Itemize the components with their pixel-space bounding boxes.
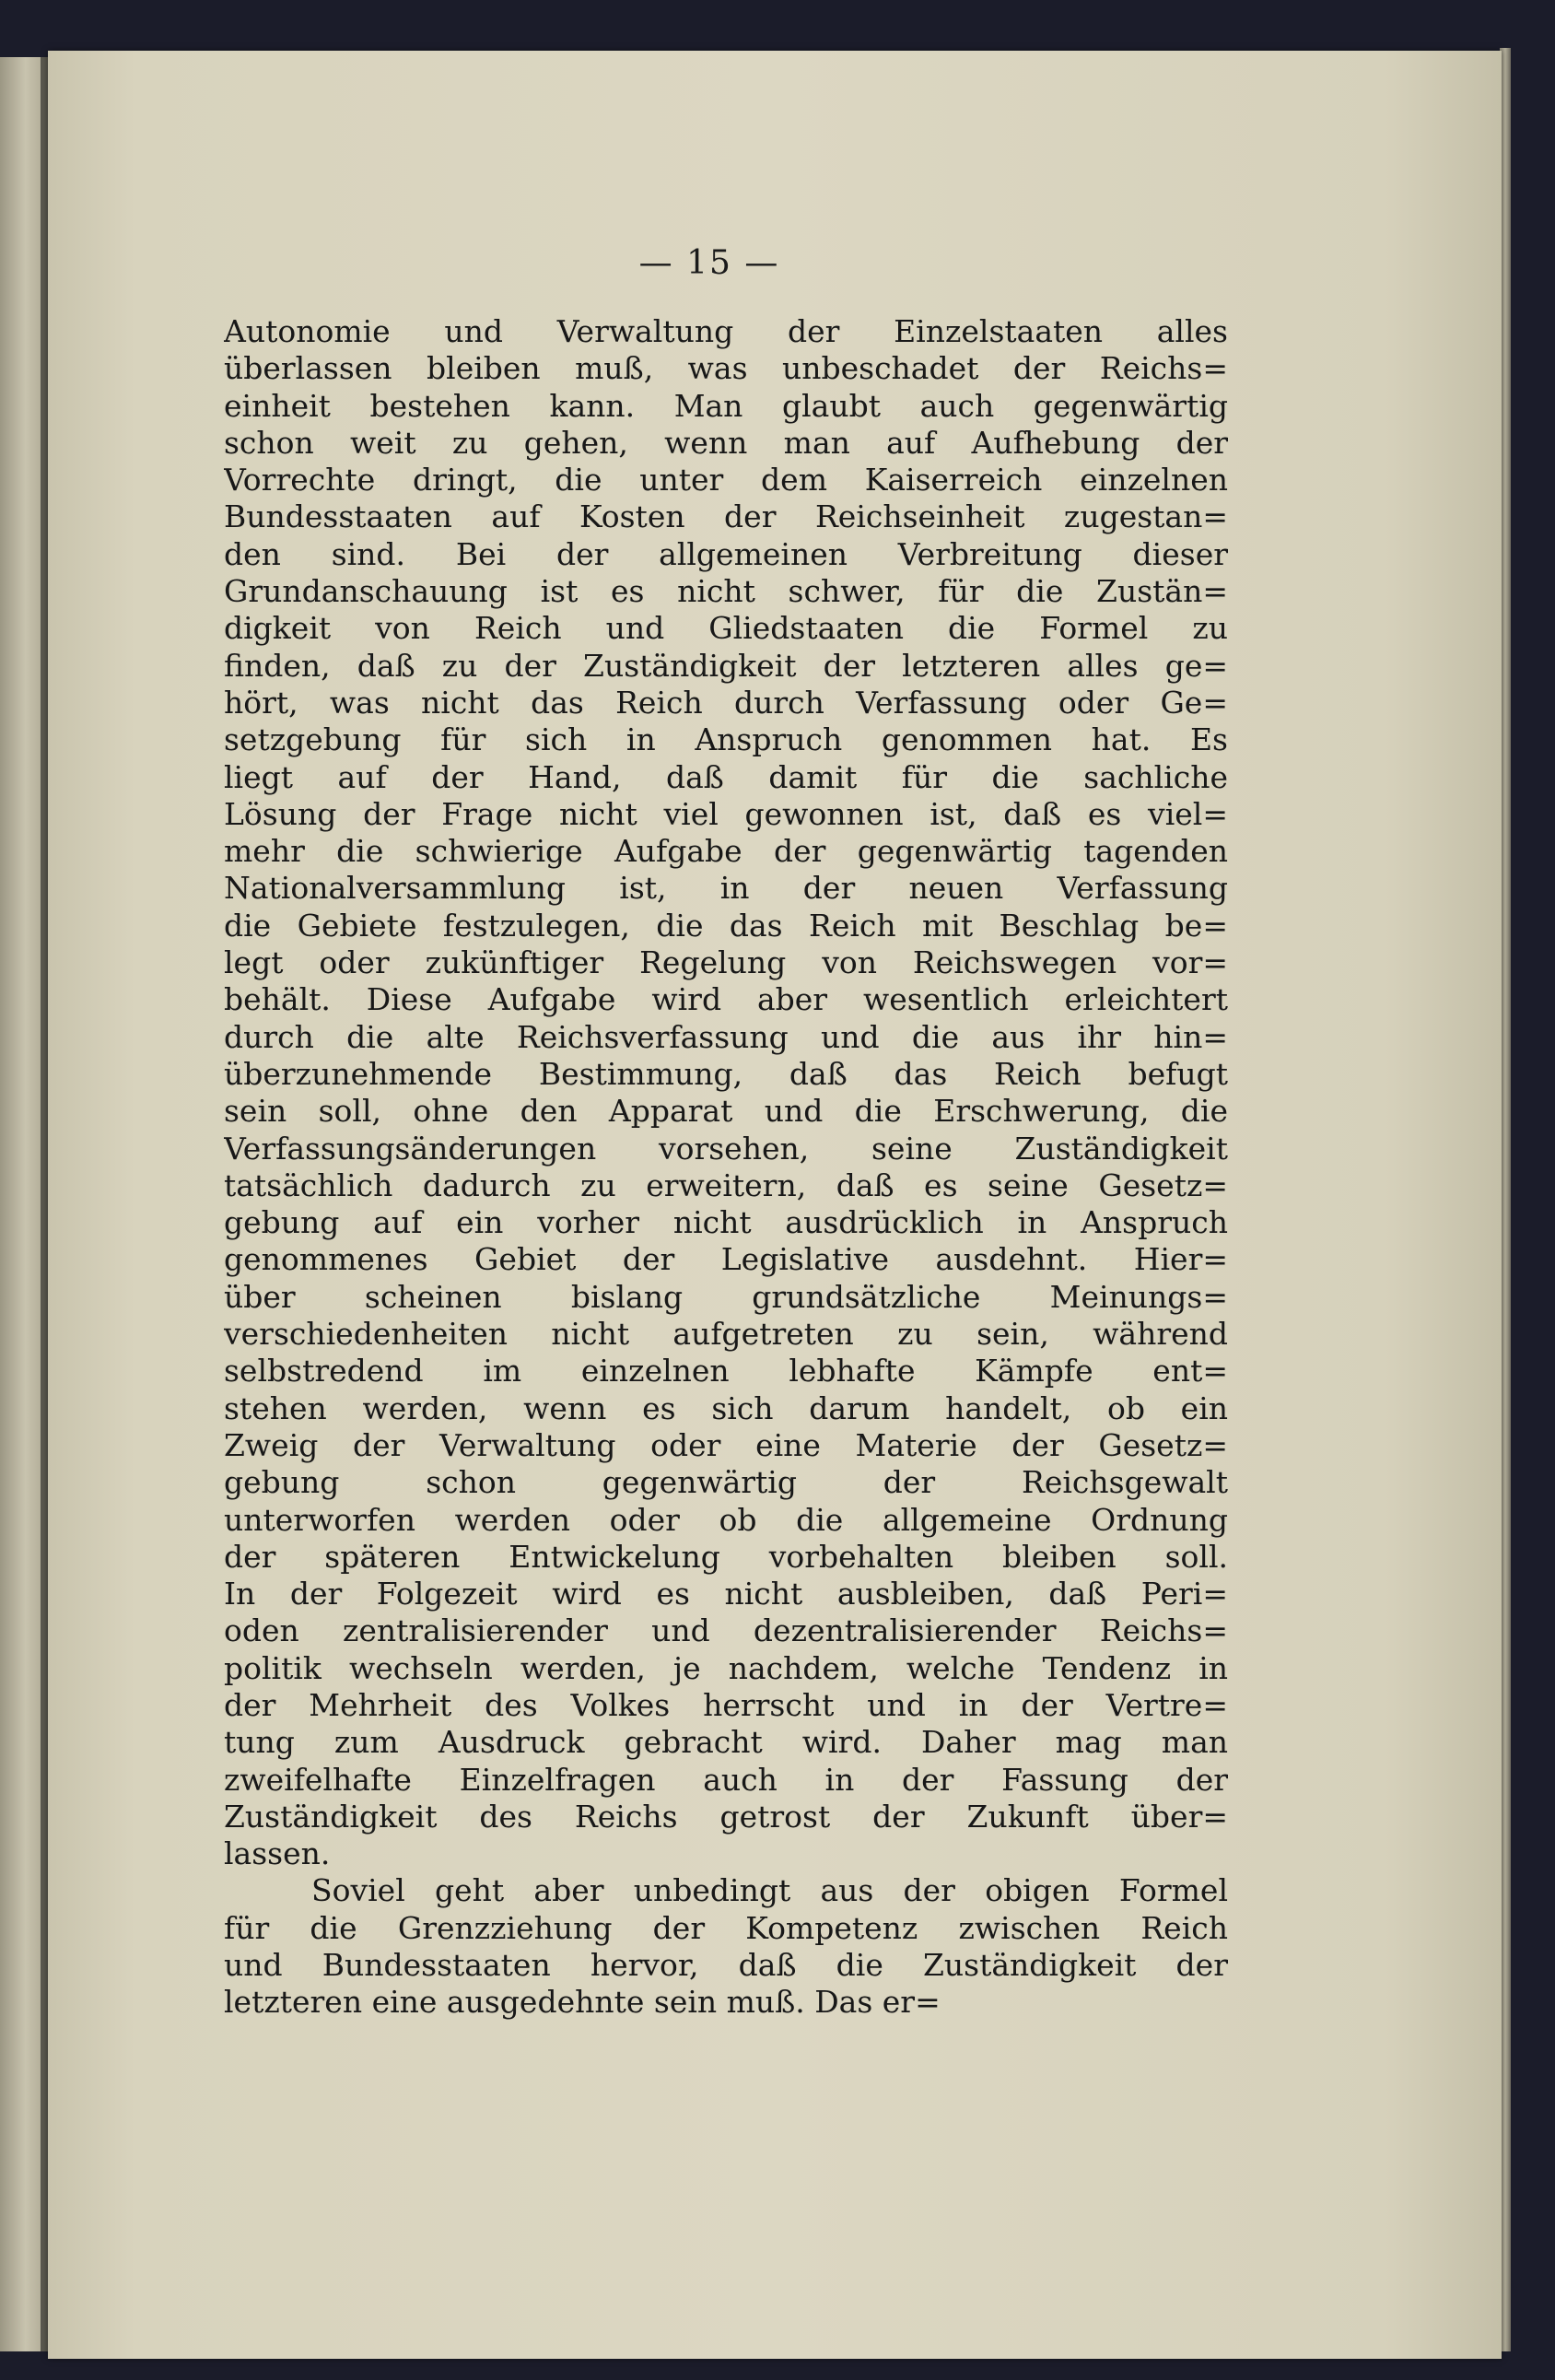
text-line: Verfassungsänderungen vorsehen, seine Zuständigkeit xyxy=(224,1130,1228,1167)
text-line: unterworfen werden oder ob die allgemeine Ordnung xyxy=(224,1501,1228,1538)
text-line: durch die alte Reichsverfassung und die aus ihr hin= xyxy=(224,1018,1228,1055)
text-line: für die Grenzziehung der Kompetenz zwischen Reich xyxy=(224,1909,1228,1946)
text-line: zweifelhafte Einzelfragen auch in der Fassung der xyxy=(224,1761,1228,1798)
text-line: tung zum Ausdruck gebracht wird. Daher mag man xyxy=(224,1724,1228,1761)
text-line: überlassen bleiben muß, was unbeschadet der Reichs= xyxy=(224,350,1228,387)
text-line: gebung auf ein vorher nicht ausdrücklich in Anspruch xyxy=(224,1204,1228,1241)
text-line: verschiedenheiten nicht aufgetreten zu sein, während xyxy=(224,1316,1228,1353)
text-line: Soviel geht aber unbedingt aus der obigen Formel xyxy=(311,1872,1228,1909)
text-line: die Gebiete festzulegen, die das Reich mit Beschlag be= xyxy=(224,907,1228,944)
text-line: Autonomie und Verwaltung der Einzelstaaten alles xyxy=(224,313,1228,349)
text-line: liegt auf der Hand, daß damit für die sachliche xyxy=(224,758,1228,795)
text-line: mehr die schwierige Aufgabe der gegenwärtig tagenden xyxy=(224,833,1228,870)
text-line: oden zentralisierender und dezentralisierender Reichs= xyxy=(224,1612,1228,1649)
text-line: der Mehrheit des Volkes herrscht und in der Vertre= xyxy=(224,1686,1228,1723)
text-line: behält. Diese Aufgabe wird aber wesentlich erleichtert xyxy=(224,981,1228,1018)
text-line: Zuständigkeit des Reichs getrost der Zukunft über= xyxy=(224,1798,1228,1835)
body-text xyxy=(224,313,1228,2022)
text-line: schon weit zu gehen, wenn man auf Aufhebung der xyxy=(224,424,1228,461)
text-line: politik wechseln werden, je nachdem, welche Tendenz in xyxy=(224,1649,1228,1686)
text-line: über scheinen bislang grundsätzliche Meinungs= xyxy=(224,1278,1228,1315)
text-line: der späteren Entwickelung vorbehalten bleiben soll. xyxy=(224,1538,1228,1575)
text-line: In der Folgezeit wird es nicht ausbleiben, daß Peri= xyxy=(224,1576,1228,1612)
facing-page-edge xyxy=(0,57,42,2351)
text-line: tatsächlich dadurch zu erweitern, daß es seine Gesetz= xyxy=(224,1167,1228,1203)
text-line: Zweig der Verwaltung oder eine Materie der Gesetz= xyxy=(224,1426,1228,1463)
text-line: genommenes Gebiet der Legislative ausdehnt. Hier= xyxy=(224,1241,1228,1278)
text-line: Bundesstaaten auf Kosten der Reichseinheit zugestan= xyxy=(224,498,1228,535)
text-line: Lösung der Frage nicht viel gewonnen ist, daß es viel= xyxy=(224,795,1228,832)
text-line: legt oder zukünftiger Regelung von Reichswegen vor= xyxy=(224,944,1228,981)
text-line: stehen werden, wenn es sich darum handelt, ob ein xyxy=(224,1389,1228,1426)
text-line: gebung schon gegenwärtig der Reichsgewalt xyxy=(224,1464,1228,1501)
text-line: sein soll, ohne den Apparat und die Erschwerung, die xyxy=(224,1093,1228,1130)
text-line: letzteren eine ausgedehnte sein muß. Das er= xyxy=(224,1984,941,2021)
text-line: und Bundesstaaten hervor, daß die Zuständigkeit der xyxy=(224,1947,1228,1984)
text-line: einheit bestehen kann. Man glaubt auch gegenwärtig xyxy=(224,387,1228,424)
text-line: finden, daß zu der Zuständigkeit der letzteren alles ge= xyxy=(224,647,1228,684)
text-line: setzgebung für sich in Anspruch genommen hat. Es xyxy=(224,721,1228,758)
text-line: Vorrechte dringt, die unter dem Kaiserreich einzelnen xyxy=(224,462,1228,498)
text-line: den sind. Bei der allgemeinen Verbreitung dieser xyxy=(224,535,1228,572)
text-line: Nationalversammlung ist, in der neuen Verfassung xyxy=(224,870,1228,907)
text-line: überzunehmende Bestimmung, daß das Reich befugt xyxy=(224,1055,1228,1092)
page-number: — 15 — xyxy=(638,244,780,282)
text-line: lassen. xyxy=(224,1835,331,1872)
text-line: Grundanschauung ist es nicht schwer, für die Zustän= xyxy=(224,573,1228,610)
text-line: hört, was nicht das Reich durch Verfassung oder Ge= xyxy=(224,684,1228,721)
text-line: digkeit von Reich und Gliedstaaten die Formel zu xyxy=(224,610,1228,647)
text-line: selbstredend im einzelnen lebhafte Kämpfe ent= xyxy=(224,1353,1228,1389)
